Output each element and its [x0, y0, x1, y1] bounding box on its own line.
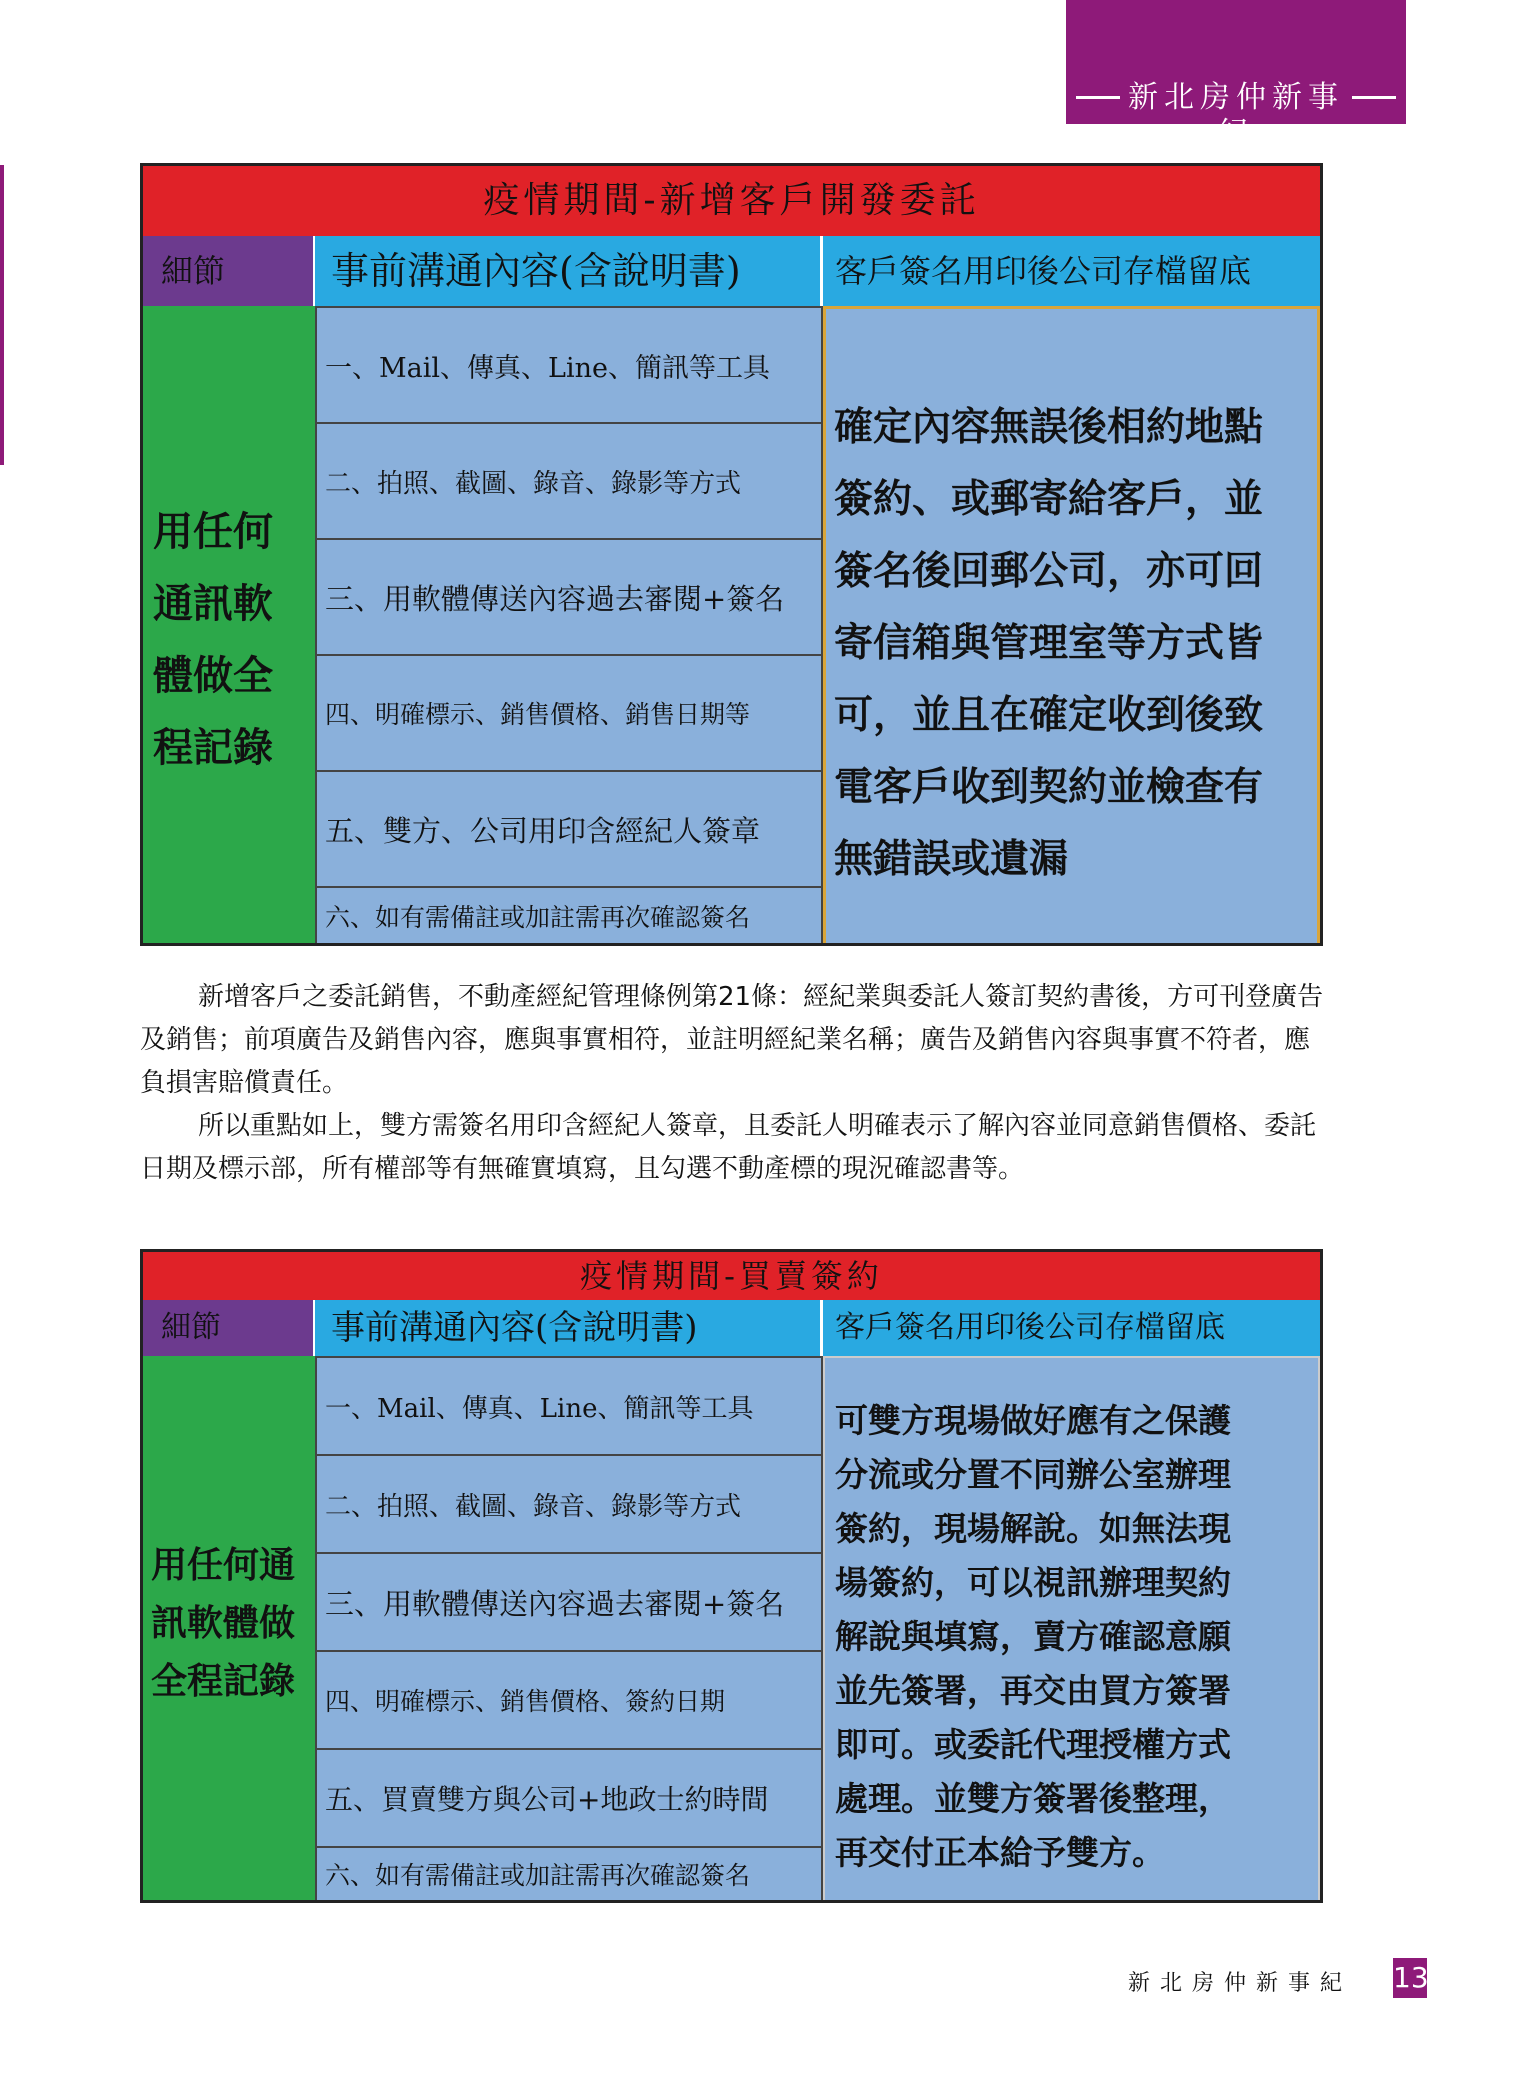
header-rule-left: [1076, 96, 1120, 99]
header-tab: [1066, 0, 1406, 151]
page-number: 13: [1393, 1958, 1427, 1998]
table2-sign-line: 可雙方現場做好應有之保護: [835, 1401, 1231, 1440]
table1-sign-line: 寄信箱與管理室等方式皆: [834, 620, 1264, 666]
table2-sign-line: 再交付正本給予雙方。: [835, 1833, 1165, 1872]
table1-step: 一、Mail、傳真、Line、簡訊等工具: [315, 306, 823, 424]
table1-header-sign-archive: 客戶簽名用印後公司存檔留底: [823, 236, 1320, 306]
table-sale-signing: [140, 1249, 1323, 1903]
table2-sign-line: 即可。或委託代理授權方式: [835, 1725, 1231, 1764]
table1-step: 六、如有需備註或加註需再次確認簽名: [315, 886, 823, 946]
table1-header-communication: 事前溝通內容(含說明書): [315, 236, 820, 306]
table2-sign-line: 分流或分置不同辦公室辦理: [835, 1455, 1231, 1494]
table2-step: 五、買賣雙方與公司+地政士約時間: [315, 1748, 823, 1848]
table1-left-line: 通訊軟: [153, 580, 273, 627]
table1-left-line: 程記錄: [153, 724, 273, 771]
table1-sign-line: 確定內容無誤後相約地點: [834, 404, 1264, 450]
table2-step: 六、如有需備註或加註需再次確認簽名: [315, 1846, 823, 1902]
table1-step: 四、明確標示、銷售價格、銷售日期等: [315, 654, 823, 772]
header-rule-right: [1352, 96, 1396, 99]
table2-header-detail: 細節: [143, 1300, 313, 1356]
table1-step: 五、雙方、公司用印含經紀人簽章: [315, 770, 823, 888]
table2-header-communication: 事前溝通內容(含說明書): [315, 1300, 820, 1356]
table2-header-sign-archive: 客戶簽名用印後公司存檔留底: [823, 1300, 1320, 1356]
table2-sign-line: 解說與填寫，賣方確認意願: [835, 1617, 1231, 1656]
table2-sign-line: 並先簽署，再交由買方簽署: [835, 1671, 1231, 1710]
table1-sign-line: 簽約、或郵寄給客戶，並: [834, 476, 1264, 522]
table1-left-label: [143, 306, 315, 946]
table1-sign-line: 無錯誤或遺漏: [834, 836, 1069, 882]
paragraph-key-points: 所以重點如上，雙方需簽名用印含經紀人簽章，且委託人明確表示了解內容並同意銷售價格、委託日期及標示部，所有權部等有無確實填寫，且勾選不動產標的現況確認書等。: [140, 1111, 1317, 1184]
table1-left-line: 體做全: [153, 652, 273, 699]
table2-step: 二、拍照、截圖、錄音、錄影等方式: [315, 1454, 823, 1554]
footer-publication-name: 新北房仲新事紀: [1128, 1971, 1353, 1996]
table2-left-line: 全程記錄: [151, 1660, 296, 1702]
table1-step: 二、拍照、截圖、錄音、錄影等方式: [315, 422, 823, 540]
table1-left-line: 用任何: [153, 508, 273, 555]
table2-left-label: [143, 1356, 315, 1902]
table1-header-detail: 細節: [143, 236, 313, 306]
table1-sign-line: 可，並且在確定收到後致: [834, 692, 1264, 738]
header-title: 新北房仲新事紀: [1128, 80, 1344, 151]
table2-sign-text: [823, 1356, 1320, 1902]
table1-title: 疫情期間-新增客戶開發委託: [143, 166, 1320, 236]
side-accent-line: [0, 165, 4, 465]
table2-left-line: 訊軟體做: [151, 1602, 296, 1644]
table2-title: 疫情期間-買賣簽約: [143, 1252, 1320, 1300]
table1-sign-text: [823, 306, 1320, 946]
paragraph-commission-law: 新增客戶之委託銷售，不動產經紀管理條例第21條：經紀業與委託人簽訂契約書後，方可刊登廣告及銷售；前項廣告及銷售內容，應與事實相符，並註明經紀業名稱；廣告及銷售內容與事實不符者，應負損害賠償責任。: [140, 982, 1324, 1098]
table1-sign-line: 簽名後回郵公司，亦可回: [834, 548, 1264, 594]
table1-sign-line: 電客戶收到契約並檢查有: [834, 764, 1264, 810]
table2-step: 四、明確標示、銷售價格、簽約日期: [315, 1650, 823, 1750]
table1-step: 三、用軟體傳送內容過去審閱+簽名: [315, 538, 823, 656]
table-new-client-commission: [140, 163, 1323, 946]
table2-step: 一、Mail、傳真、Line、簡訊等工具: [315, 1356, 823, 1456]
table2-left-line: 用任何通: [151, 1544, 296, 1586]
table2-sign-line: 場簽約，可以視訊辦理契約: [835, 1563, 1231, 1602]
table2-sign-line: 簽約，現場解說。如無法現: [835, 1509, 1231, 1548]
table2-step: 三、用軟體傳送內容過去審閱+簽名: [315, 1552, 823, 1652]
table2-sign-line: 處理。並雙方簽署後整理，: [835, 1779, 1231, 1818]
